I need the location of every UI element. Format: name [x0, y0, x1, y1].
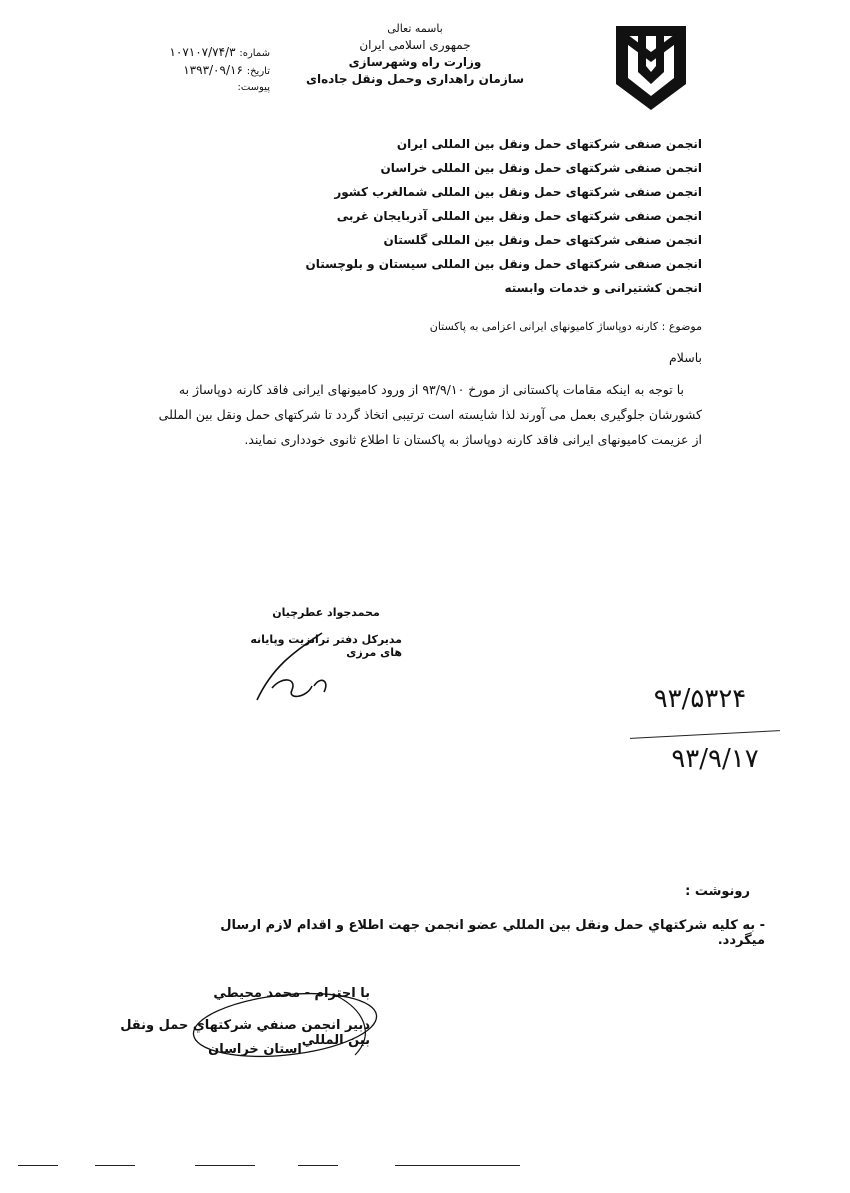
signatory-title: مدیرکل دفتر ترانزیت وپایانه های مرزی — [250, 633, 402, 659]
letter-body — [120, 377, 702, 452]
signature-scribble — [252, 628, 352, 708]
country-name: جمهوری اسلامی ایران — [359, 38, 471, 52]
letter-number — [110, 44, 270, 62]
handwritten-date: ۹۳/۹/۱۷ — [671, 744, 759, 774]
recipient-item: انجمن صنفی شرکتهای حمل ونقل بین المللی گلستان — [383, 233, 702, 247]
recipient-item: انجمن صنفی شرکتهای حمل ونقل بین المللی سیستان و بلوچستان — [305, 257, 702, 271]
body-line: از عزیمت کامیونهای ایرانی فاقد کارنه دوپاساژ به پاکستان تا اطلاع ثانوی خودداری نمایند. — [244, 432, 702, 447]
letter-meta — [110, 44, 270, 96]
cc-regards: با احترام - محمد محيطي — [213, 986, 370, 1001]
recipient-item: انجمن صنفی شرکتهای حمل ونقل بین المللی ایران — [396, 137, 702, 151]
ministry-name: وزارت راه وشهرسازی — [348, 55, 482, 69]
handwritten-underline — [630, 730, 780, 739]
footer-rule — [18, 1165, 58, 1166]
subject-line — [300, 320, 702, 333]
number-value: ۱۰۷۱۰۷/۷۴/۳ — [169, 45, 236, 59]
letter-date — [110, 62, 270, 80]
cc-sender: دبير انجمن صنفي شركتهاي حمل ونقل بين المللي — [120, 1018, 370, 1048]
cc-label: رونوشت : — [685, 884, 750, 899]
signatory-name: محمدجواد عطرچیان — [272, 606, 380, 619]
date-value: ۱۳۹۳/۰۹/۱۶ — [183, 63, 243, 77]
recipient-item: انجمن صنفی شرکتهای حمل ونقل بین المللی آذربایجان غربی — [336, 209, 702, 223]
footer-rule — [195, 1165, 255, 1166]
subject-text: کارنه دوپاساژ کامیونهای ایرانی اعزامی به پاکستان — [429, 320, 659, 333]
recipient-item: انجمن صنفی شرکتهای حمل ونقل بین المللی خراسان — [380, 161, 702, 175]
organization-logo — [610, 22, 692, 112]
invocation: باسمه تعالی — [387, 22, 443, 35]
recipient-list — [300, 132, 702, 300]
body-line: با توجه به اینکه مقامات پاکستانی از مورخ ۹۳/۹/۱۰ از ورود کامیونهای ایرانی فاقد کارنه دوپاساژ به — [178, 382, 684, 397]
stamp-oval — [175, 985, 385, 1065]
footer-rule — [95, 1165, 135, 1166]
date-label: تاریخ: — [246, 66, 270, 77]
organization-name: سازمان راهداری وحمل ونقل جاده‌ای — [305, 72, 525, 86]
recipient-item: انجمن کشتیرانی و خدمات وابسته — [504, 281, 702, 295]
letterhead — [300, 20, 530, 88]
footer-rule — [298, 1165, 338, 1166]
handwritten-number: ۹۳/۵۳۲۴ — [653, 684, 747, 714]
greeting: باسلام — [669, 350, 702, 365]
cc-text: - به كليه شركتهاي حمل ونقل بين المللي عضو انجمن جهت اطلاع و اقدام لازم ارسال ميگردد. — [220, 918, 765, 948]
subject-label: موضوع : — [661, 320, 702, 333]
attachment-label: پیوست: — [237, 82, 270, 93]
body-line: کشورشان جلوگیری بعمل می آورند لذا شایسته است ترتیبی اتخاذ گردد تا شرکتهای حمل ونقل بین المللی — [158, 407, 702, 422]
cc-sender-province: استان خراسان — [208, 1042, 302, 1057]
number-label: شماره: — [239, 48, 270, 59]
recipient-item: انجمن صنفی شرکتهای حمل ونقل بین المللی شمالغرب کشور — [334, 185, 702, 199]
footer-rule — [395, 1165, 520, 1166]
